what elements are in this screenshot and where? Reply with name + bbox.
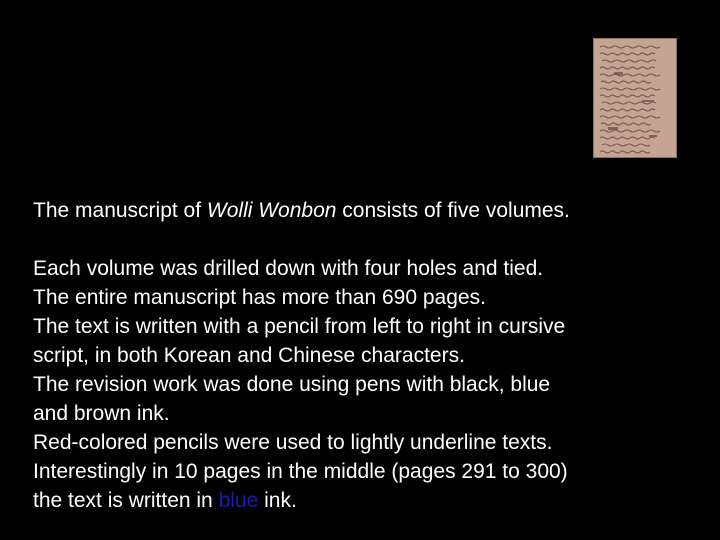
text-line: Each volume was drilled down with four holes and tied. bbox=[33, 257, 544, 280]
text-line: Interestingly in 10 pages in the middle (pages 291 to 300) bbox=[33, 460, 568, 483]
final-before: the text is written in bbox=[33, 489, 219, 512]
manuscript-page-image bbox=[593, 38, 677, 158]
intro-before: The manuscript of bbox=[33, 199, 207, 222]
manuscript-title: Wolli Wonbon bbox=[206, 199, 337, 222]
text-line: Red-colored pencils were used to lightly underline texts. bbox=[33, 431, 553, 454]
text-line: The entire manuscript has more than 690 pages. bbox=[33, 286, 486, 309]
body-text bbox=[33, 196, 693, 515]
text-line: and brown ink. bbox=[33, 402, 170, 425]
text-line: script, in both Korean and Chinese characters. bbox=[33, 344, 465, 367]
final-after: ink. bbox=[258, 489, 297, 512]
blue-highlight-word: blue bbox=[218, 489, 259, 512]
text-line: The text is written with a pencil from left to right in cursive bbox=[33, 315, 566, 338]
manuscript-handwriting-graphic bbox=[594, 39, 677, 158]
text-line: The revision work was done using pens with black, blue bbox=[33, 373, 551, 396]
final-line bbox=[33, 486, 693, 515]
intro-after: consists of five volumes. bbox=[336, 199, 570, 222]
paragraph-gap bbox=[33, 225, 693, 254]
intro-line bbox=[33, 196, 693, 225]
